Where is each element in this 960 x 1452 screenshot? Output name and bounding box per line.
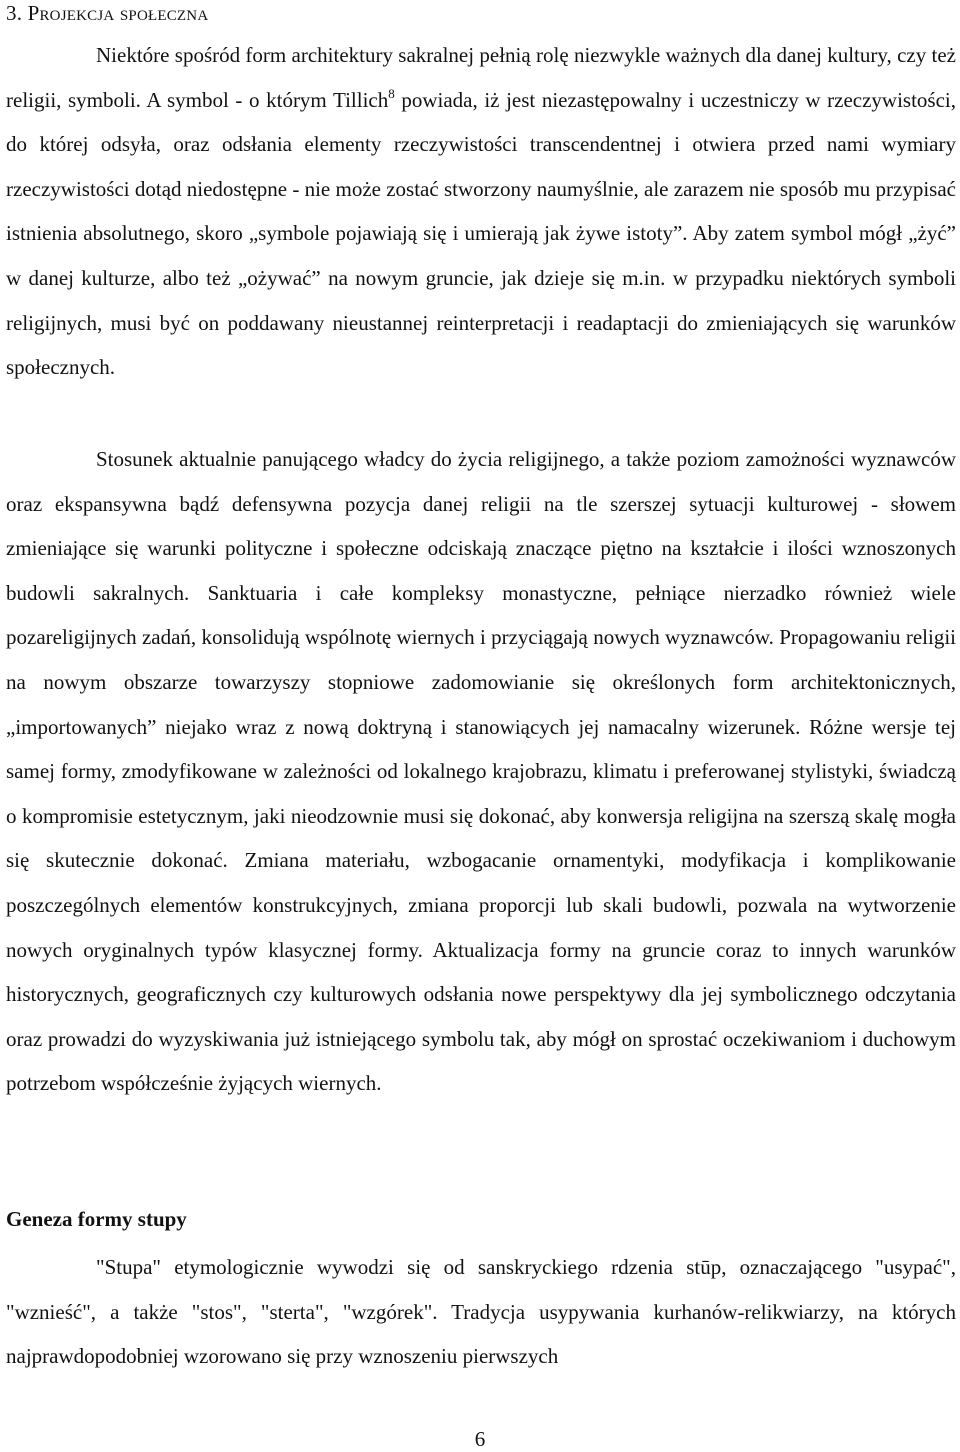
- paragraph-stupa-etymology: "Stupa" etymologicznie wywodzi się od sanskryckiego rdzenia stūp, oznaczającego "usypać", "wznieść", a także "stos", "sterta", "wzgórek". Tradycja usypywania kurhanów-relikwiarzy, na których najprawdopodobniej wzorowano się przy wznoszeniu pierwszych: [6, 1255, 956, 1369]
- paragraph-social-factors: Stosunek aktualnie panującego władcy do życia religijnego, a także poziom zamożności wyznawców oraz ekspansywna bądź defensywna pozycja danej religii na tle szerszej sytuacji kulturowej - słowem zmieniające się warunki polityczne i społeczne odciskają znaczące piętno na kształcie i ilości wznoszonych budowli sakralnych. Sanktuaria i całe kompleksy monastyczne, pełniące nierzadko również wiele pozareligijnych zadań, konsolidują wspólnotę wiernych i przyciągają nowych wyznawców. Propagowaniu religii na nowym obszarze towarzyszy stopniowe zadomowianie się określonych form architektonicznych, „importowanych” niejako wraz z nową doktryną i stanowiących jej namacalny wizerunek. Różne wersje tej samej formy, zmodyfikowane w zależności od lokalnego krajobrazu, klimatu i preferowanej stylistyki, świadczą o kompromisie estetycznym, jaki nieodzownie musi się dokonać, aby konwersja religijna na szerszą skalę mogła się skutecznie dokonać. Zmiana materiału, wzbogacanie ornamentyki, modyfikacja i komplikowanie poszczególnych elementów konstrukcyjnych, zmiana proporcji lub skali budowli, pozwala na wytworzenie nowych oryginalnych typów klasycznej formy. Aktualizacja formy na gruncie coraz to innych warunków historycznych, geograficznych czy kulturowych odsłania nowe perspektywy dla jej symbolicznego odczytania oraz prowadzi do wyzyskiwania już istniejącego symbolu tak, aby mógł on sprostać oczekiwaniom i duchowym potrzebom współcześnie żyjących wiernych.: [6, 447, 956, 1096]
- paragraph-symbol: [6, 33, 956, 390]
- footnote-reference[interactable]: 8: [388, 85, 395, 101]
- page-number: 6: [474, 1427, 486, 1451]
- paragraph-text: Niektóre spośród form architektury sakralnej pełnią rolę niezwykle ważnych dla danej kultury, czy też religii, symboli. A symbol - o którym Tillich: [6, 43, 956, 112]
- subheading-stupa-origin: Geneza formy stupy: [6, 1207, 187, 1231]
- paragraph-text: powiada, iż jest niezastępowalny i uczestniczy w rzeczywistości, do której odsyła, oraz odsłania elementy rzeczywistości transcendentnej i otwiera przed nami wymiary rzeczywistości dotąd niedostępne - nie może zostać stworzony naumyślnie, ale zarazem nie sposób mu przypisać istnienia absolutnego, skoro „symbole pojawiają się i umierają jak żywe istoty”. Aby zatem symbol mógł „żyć” w danej kulturze, albo też „ożywać” na nowym gruncie, jak dzieje się m.in. w przypadku niektórych symboli religijnych, musi być on poddawany nieustannej reinterpretacji i readaptacji do zmieniających się warunków społecznych.: [6, 87, 956, 380]
- section-heading: 3. Projekcja społeczna: [6, 1, 209, 25]
